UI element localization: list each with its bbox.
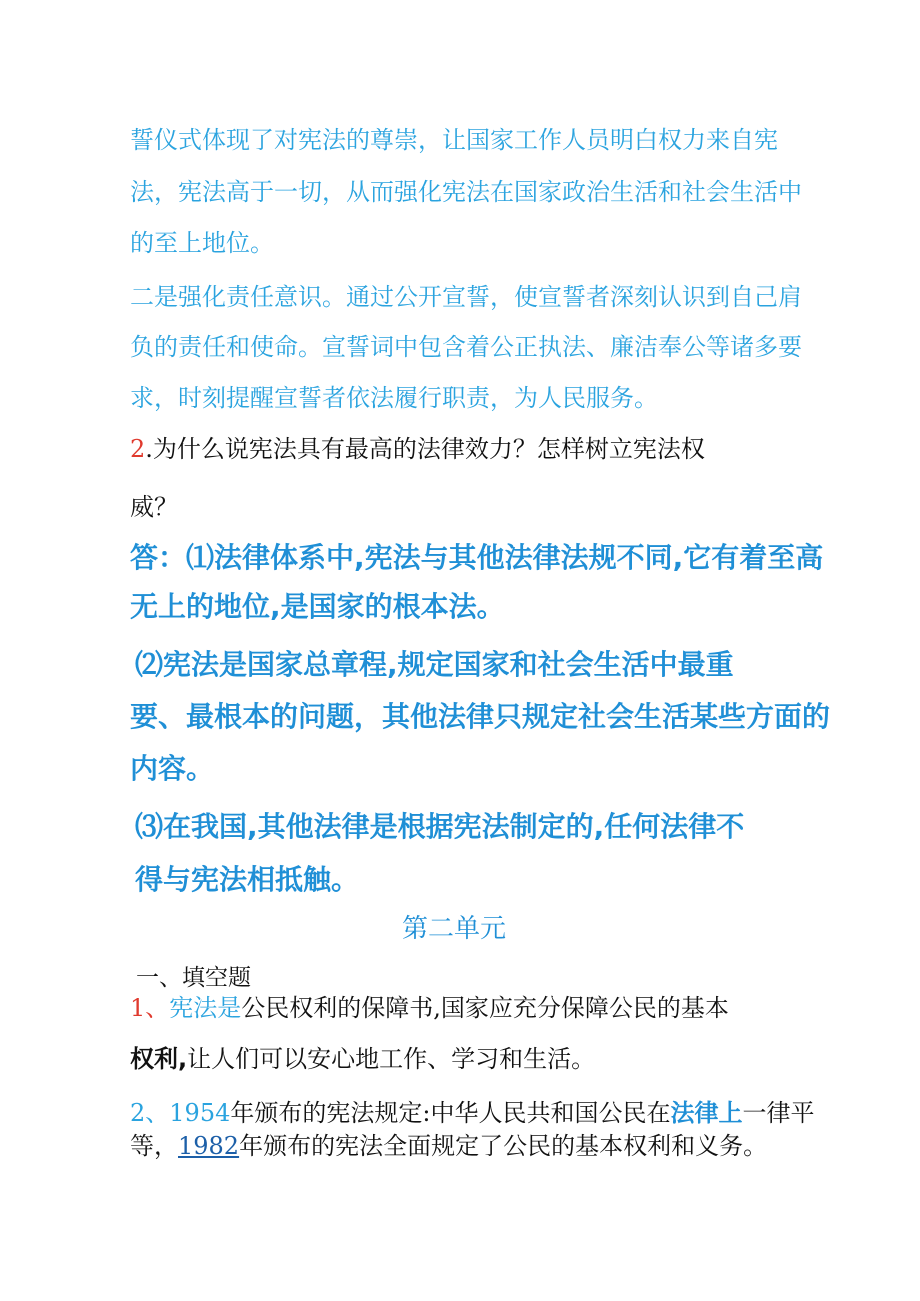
- para1-line3: 的至上地位。: [130, 229, 274, 257]
- answer2-line2: 要、最根本的问题，其他法律只规定社会生活某些方面的: [130, 700, 831, 733]
- fill1-blank2: 权利,: [130, 1045, 188, 1073]
- question2-text: .为什么说宪法具有最高的法律效力？怎样树立宪法权: [145, 435, 705, 463]
- question2-number: 2: [130, 435, 146, 463]
- question2-line2: 威？: [130, 493, 178, 521]
- fill1-number: 1、: [130, 994, 170, 1022]
- fill2-text1: 年颁布的宪法规定:中华人民共和国公民在: [230, 1099, 671, 1127]
- answer3-line2: 得与宪法相抵触。: [135, 863, 360, 896]
- fill2-text3: 等，: [130, 1132, 178, 1160]
- fill2-number: 2、: [130, 1099, 170, 1127]
- fill2-year1: 1954: [169, 1099, 231, 1127]
- fill2-line2: [130, 1134, 767, 1158]
- fill2-blank1: 法律上: [670, 1099, 743, 1127]
- fill1-blank1: 宪法是: [169, 994, 242, 1022]
- answer2-line1: ⑵宪法是国家总章程,规定国家和社会生活中最重: [135, 648, 734, 681]
- section-title: 一、填空题: [136, 965, 251, 991]
- fill1-text2: 让人们可以安心地工作、学习和生活。: [187, 1045, 596, 1073]
- fill2-text4: 年颁布的宪法全面规定了公民的基本权利和义务。: [239, 1132, 768, 1160]
- fill1-line1: [130, 996, 729, 1020]
- answer2-line3: 内容。: [130, 752, 215, 785]
- question2-line1: [130, 437, 705, 461]
- para1-line2: 法，宪法高于一切，从而强化宪法在国家政治生活和社会生活中: [130, 178, 802, 206]
- fill2-text2: 一律平: [742, 1099, 815, 1127]
- para1-line1: 誓仪式体现了对宪法的尊崇，让国家工作人员明白权力来自宪: [130, 126, 778, 154]
- fill1-line2: [130, 1047, 595, 1071]
- para2-line3: 求，时刻提醒宣誓者依法履行职责，为人民服务。: [130, 384, 658, 412]
- answer1-line1: 答：⑴法律体系中,宪法与其他法律法规不同,它有着至高: [130, 541, 824, 574]
- fill1-text1: 公民权利的保障书,国家应充分保障公民的基本: [241, 994, 729, 1022]
- answer1-line2: 无上的地位,是国家的根本法。: [130, 590, 505, 623]
- fill2-year2: 1982: [178, 1132, 240, 1160]
- para2-line1: 二是强化责任意识。通过公开宣誓，使宣誓者深刻认识到自己肩: [130, 283, 802, 311]
- unit-title: 第二单元: [402, 914, 507, 944]
- fill2-line1: [130, 1101, 814, 1125]
- answer3-line1: ⑶在我国,其他法律是根据宪法制定的,任何法律不: [135, 810, 745, 843]
- para2-line2: 负的责任和使命。宣誓词中包含着公正执法、廉洁奉公等诸多要: [130, 333, 802, 361]
